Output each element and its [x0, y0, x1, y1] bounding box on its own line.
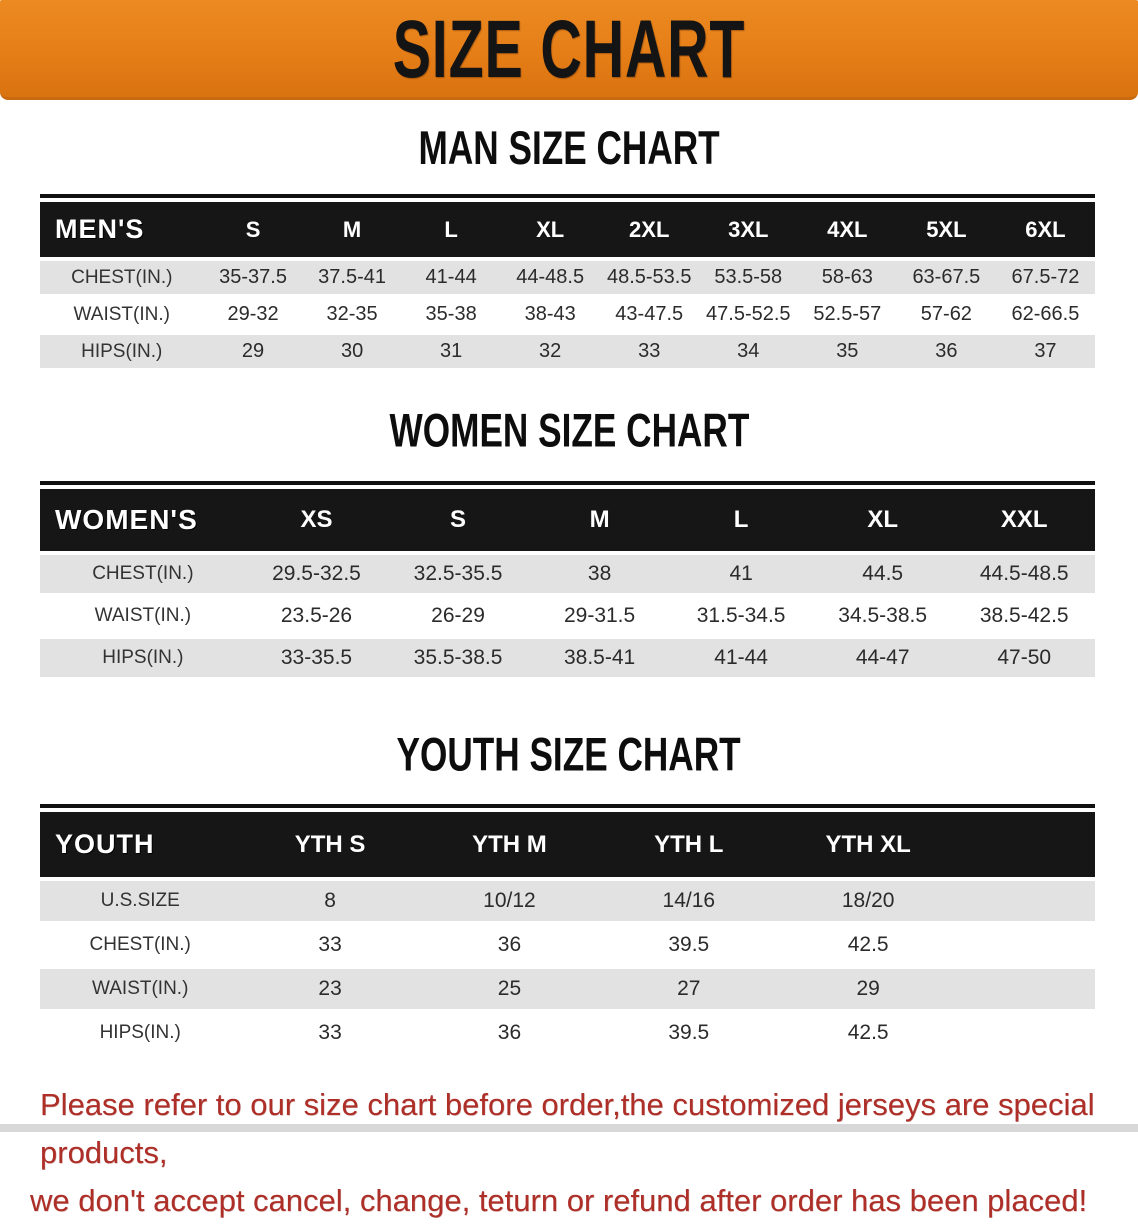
size-value-cell: 34.5-38.5	[812, 597, 954, 635]
size-column-header: S	[387, 489, 529, 551]
spacer-cell	[958, 812, 1095, 877]
size-value-cell: 47-50	[953, 639, 1095, 677]
table-title-cell: YOUTH	[40, 812, 240, 877]
size-value-cell: 29	[778, 969, 957, 1009]
size-value-cell: 44-48.5	[501, 261, 600, 294]
size-value-cell: 37	[996, 335, 1095, 368]
size-column-header: YTH L	[599, 812, 778, 877]
youth-heading-text: YOUTH SIZE CHART	[396, 728, 742, 781]
size-value-cell: 36	[420, 1013, 599, 1053]
row-label: WAIST(IN.)	[40, 298, 204, 331]
row-label: U.S.SIZE	[40, 881, 240, 921]
size-value-cell: 35-37.5	[204, 261, 303, 294]
table-row	[40, 639, 1095, 677]
size-column-header: L	[670, 489, 812, 551]
size-value-cell: 29-32	[204, 298, 303, 331]
size-column-header: YTH S	[240, 812, 419, 877]
size-value-cell: 44-47	[812, 639, 954, 677]
size-column-header: 5XL	[897, 202, 996, 257]
size-value-cell: 32	[501, 335, 600, 368]
size-value-cell: 41	[670, 555, 812, 593]
size-column-header: M	[529, 489, 671, 551]
disclaimer-line-2: we don't accept cancel, change, teturn or refund after order has been placed!	[30, 1183, 1088, 1218]
size-value-cell: 29.5-32.5	[246, 555, 388, 593]
size-value-cell: 58-63	[798, 261, 897, 294]
women-size-table-wrap	[40, 481, 1095, 681]
row-label: CHEST(IN.)	[40, 925, 240, 965]
table-row	[40, 881, 1095, 921]
size-value-cell: 14/16	[599, 881, 778, 921]
disclaimer	[0, 1081, 1138, 1225]
table-row	[40, 597, 1095, 635]
spacer-cell	[958, 881, 1095, 921]
size-value-cell: 33	[240, 1013, 419, 1053]
disclaimer-line-1: Please refer to our size chart before order,the customized jerseys are special products,	[40, 1087, 1095, 1170]
size-value-cell: 35.5-38.5	[387, 639, 529, 677]
size-value-cell: 41-44	[402, 261, 501, 294]
size-chart-banner	[0, 0, 1138, 100]
banner-title: SIZE CHART	[392, 3, 746, 94]
size-value-cell: 36	[420, 925, 599, 965]
women-section-heading	[0, 404, 1138, 457]
table-row	[40, 555, 1095, 593]
size-value-cell: 8	[240, 881, 419, 921]
size-value-cell: 44.5-48.5	[953, 555, 1095, 593]
spacer-cell	[958, 1013, 1095, 1053]
size-value-cell: 57-62	[897, 298, 996, 331]
size-value-cell: 42.5	[778, 925, 957, 965]
size-value-cell: 53.5-58	[699, 261, 798, 294]
size-column-header: 6XL	[996, 202, 1095, 257]
table-title-cell: WOMEN'S	[40, 489, 246, 551]
youth-size-table-wrap	[40, 804, 1095, 1057]
size-value-cell: 39.5	[599, 1013, 778, 1053]
table-row	[40, 261, 1095, 294]
size-value-cell: 39.5	[599, 925, 778, 965]
size-value-cell: 31.5-34.5	[670, 597, 812, 635]
women-size-table	[40, 485, 1095, 681]
size-value-cell: 35-38	[402, 298, 501, 331]
man-heading-text: MAN SIZE CHART	[418, 122, 720, 175]
size-value-cell: 23	[240, 969, 419, 1009]
size-value-cell: 34	[699, 335, 798, 368]
size-column-header: YTH XL	[778, 812, 957, 877]
men-size-table	[40, 198, 1095, 372]
size-value-cell: 33	[240, 925, 419, 965]
size-value-cell: 32.5-35.5	[387, 555, 529, 593]
men-size-table-wrap	[40, 194, 1095, 372]
size-column-header: XS	[246, 489, 388, 551]
size-column-header: XL	[812, 489, 954, 551]
spacer-cell	[958, 969, 1095, 1009]
row-label: HIPS(IN.)	[40, 335, 204, 368]
size-value-cell: 62-66.5	[996, 298, 1095, 331]
size-value-cell: 10/12	[420, 881, 599, 921]
size-column-header: 2XL	[600, 202, 699, 257]
spacer-cell	[958, 925, 1095, 965]
size-value-cell: 33-35.5	[246, 639, 388, 677]
size-column-header: S	[204, 202, 303, 257]
size-value-cell: 23.5-26	[246, 597, 388, 635]
row-label: WAIST(IN.)	[40, 969, 240, 1009]
table-header-row	[40, 202, 1095, 257]
size-value-cell: 41-44	[670, 639, 812, 677]
row-label: HIPS(IN.)	[40, 1013, 240, 1053]
size-column-header: M	[303, 202, 402, 257]
size-value-cell: 18/20	[778, 881, 957, 921]
size-value-cell: 32-35	[303, 298, 402, 331]
size-value-cell: 29	[204, 335, 303, 368]
size-value-cell: 48.5-53.5	[600, 261, 699, 294]
bottom-border-strip	[0, 1124, 1138, 1132]
size-column-header: 4XL	[798, 202, 897, 257]
size-value-cell: 52.5-57	[798, 298, 897, 331]
size-column-header: L	[402, 202, 501, 257]
youth-section-heading	[0, 728, 1138, 781]
size-value-cell: 67.5-72	[996, 261, 1095, 294]
table-row	[40, 298, 1095, 331]
size-column-header: XXL	[953, 489, 1095, 551]
size-value-cell: 25	[420, 969, 599, 1009]
row-label: HIPS(IN.)	[40, 639, 246, 677]
size-value-cell: 35	[798, 335, 897, 368]
size-value-cell: 26-29	[387, 597, 529, 635]
size-value-cell: 38-43	[501, 298, 600, 331]
table-row	[40, 335, 1095, 368]
youth-size-table	[40, 808, 1095, 1057]
man-section-heading	[0, 122, 1138, 175]
size-value-cell: 42.5	[778, 1013, 957, 1053]
size-value-cell: 37.5-41	[303, 261, 402, 294]
table-header-row	[40, 812, 1095, 877]
size-value-cell: 33	[600, 335, 699, 368]
size-value-cell: 38.5-41	[529, 639, 671, 677]
table-row	[40, 969, 1095, 1009]
size-value-cell: 27	[599, 969, 778, 1009]
size-column-header: 3XL	[699, 202, 798, 257]
table-row	[40, 925, 1095, 965]
size-column-header: YTH M	[420, 812, 599, 877]
women-heading-text: WOMEN SIZE CHART	[389, 404, 749, 457]
size-value-cell: 43-47.5	[600, 298, 699, 331]
size-value-cell: 47.5-52.5	[699, 298, 798, 331]
size-value-cell: 38	[529, 555, 671, 593]
row-label: CHEST(IN.)	[40, 555, 246, 593]
size-value-cell: 29-31.5	[529, 597, 671, 635]
table-row	[40, 1013, 1095, 1053]
size-value-cell: 63-67.5	[897, 261, 996, 294]
row-label: WAIST(IN.)	[40, 597, 246, 635]
size-value-cell: 31	[402, 335, 501, 368]
size-value-cell: 30	[303, 335, 402, 368]
row-label: CHEST(IN.)	[40, 261, 204, 294]
table-header-row	[40, 489, 1095, 551]
table-title-cell: MEN'S	[40, 202, 204, 257]
size-value-cell: 36	[897, 335, 996, 368]
size-column-header: XL	[501, 202, 600, 257]
size-value-cell: 38.5-42.5	[953, 597, 1095, 635]
size-value-cell: 44.5	[812, 555, 954, 593]
